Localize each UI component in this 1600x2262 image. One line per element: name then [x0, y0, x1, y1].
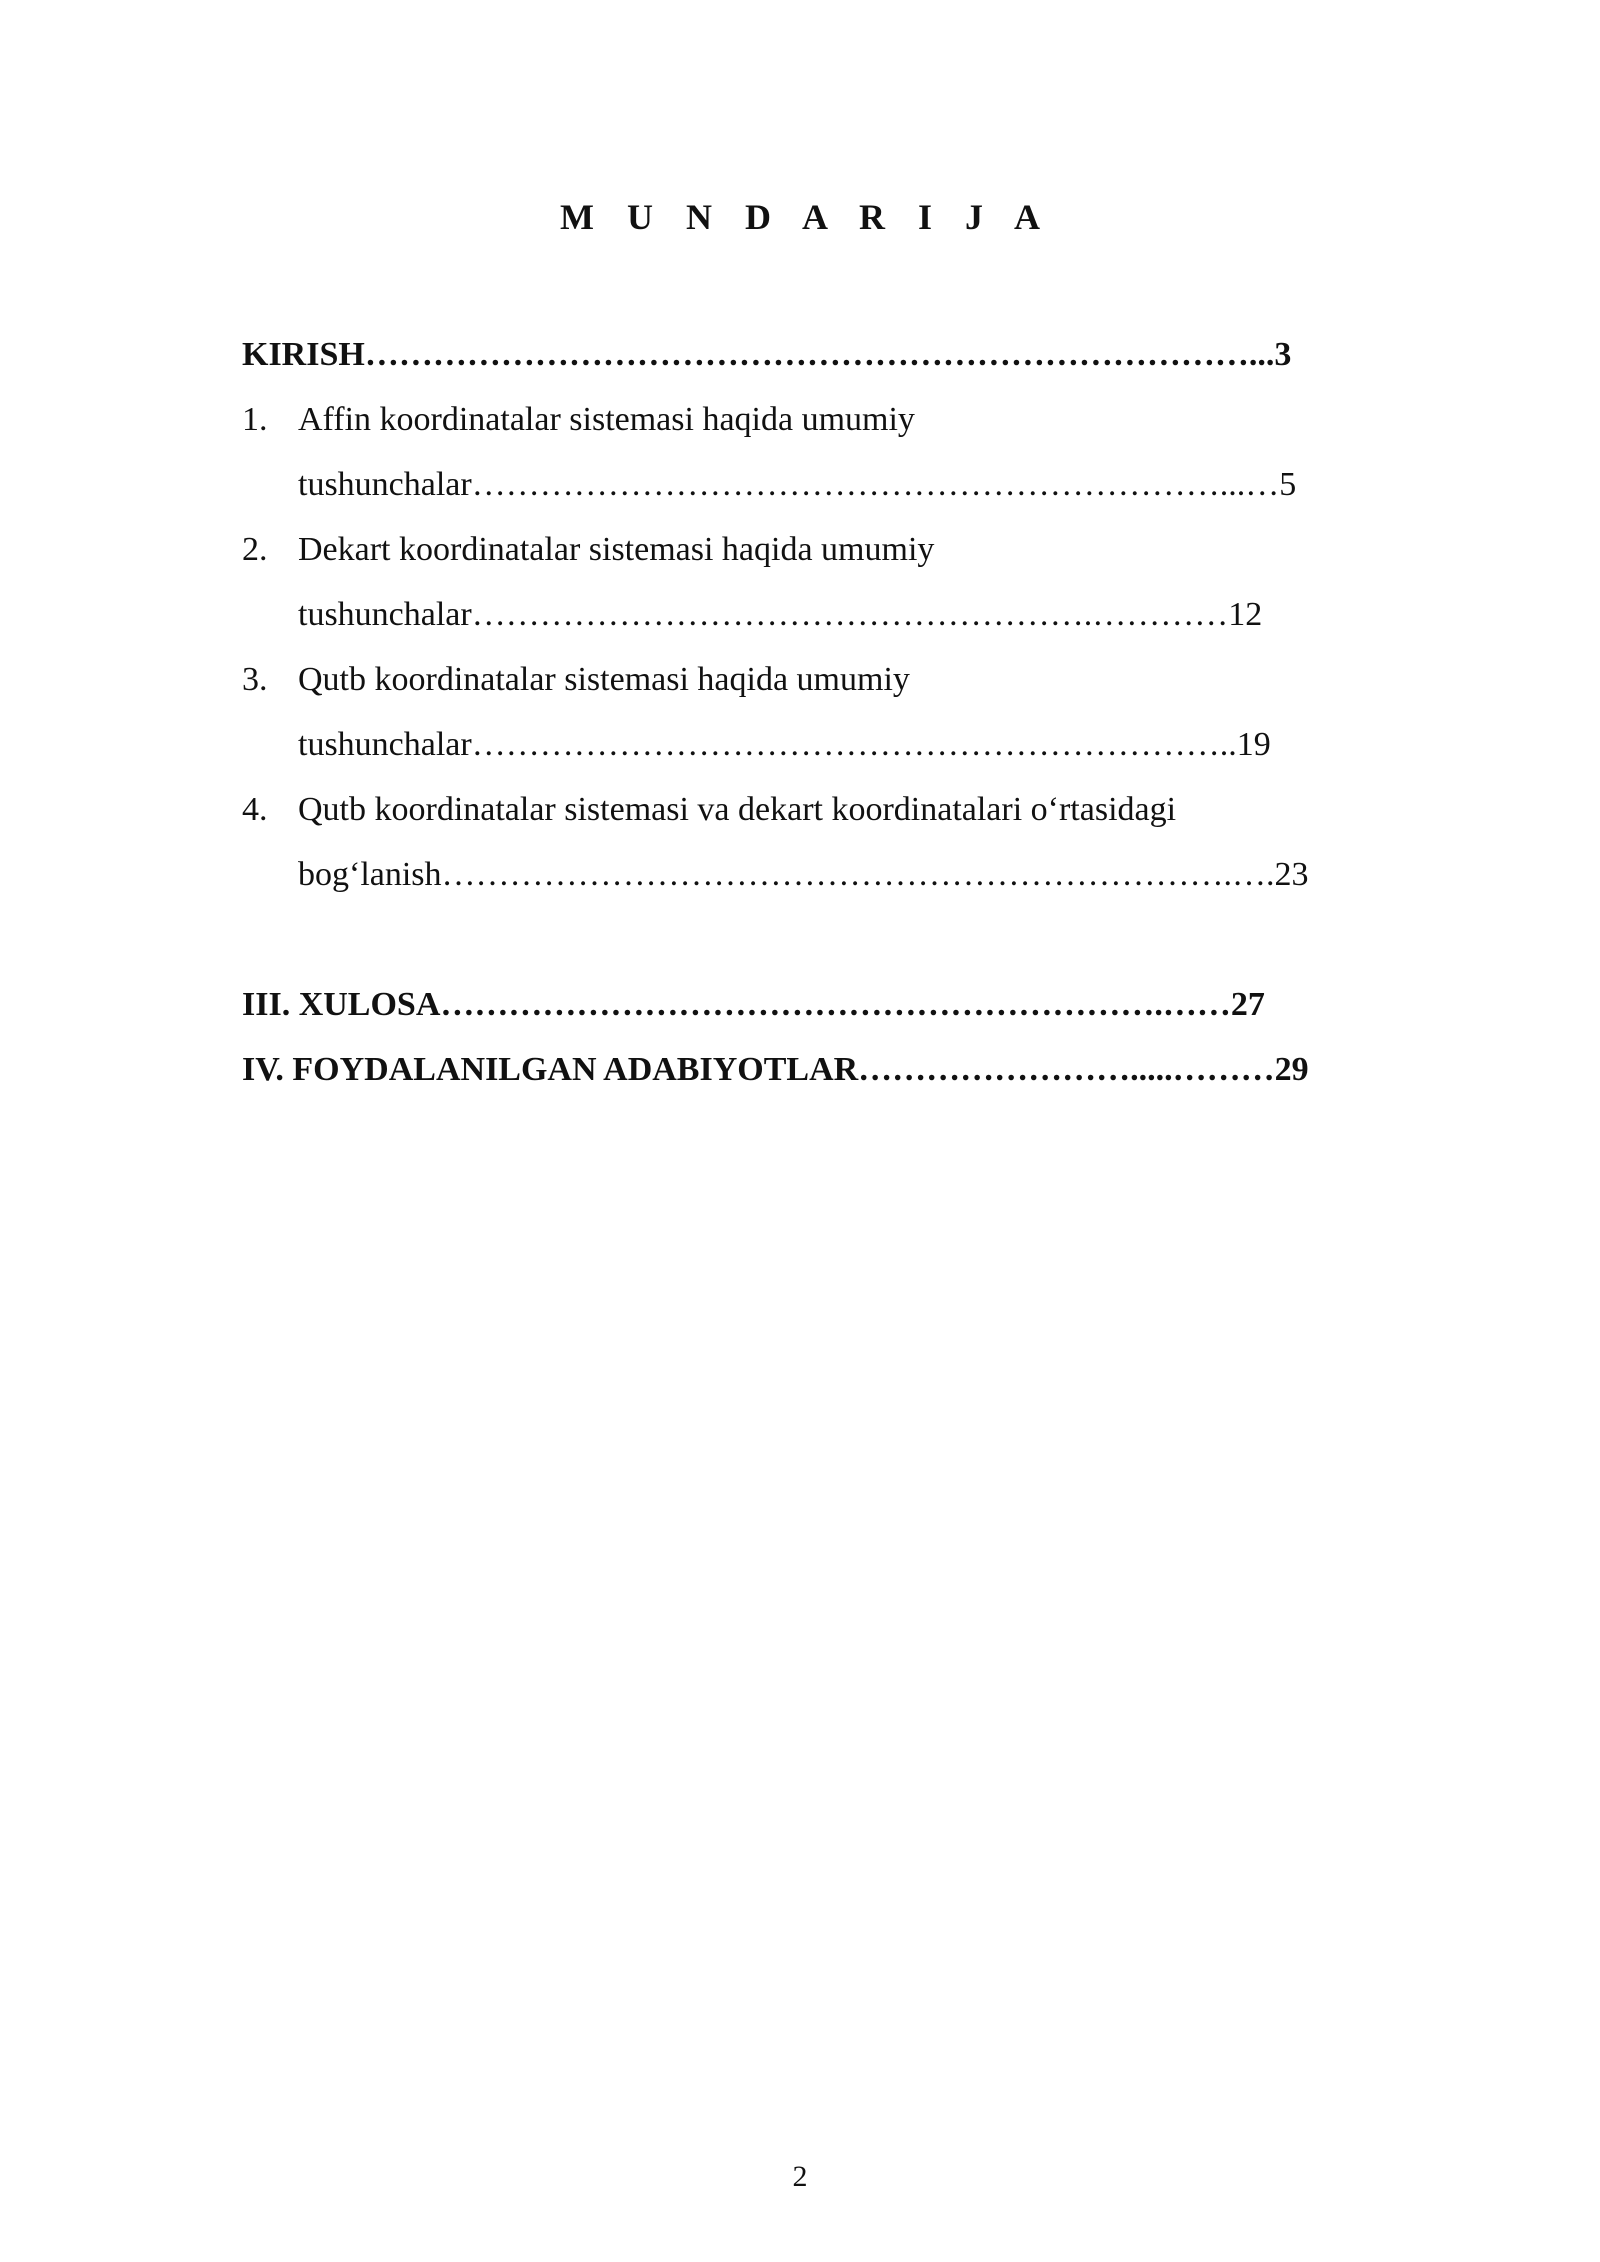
toc-entry-2-title: Dekart koordinatalar sistemasi haqida umumiy — [298, 531, 935, 568]
toc-entry-adabiyotlar: IV. FOYDALANILGAN ADABIYOTLAR…………………….....………29 — [242, 1051, 1309, 1088]
toc-entry-1 — [242, 387, 1420, 452]
table-of-contents — [242, 322, 1420, 1102]
toc-entry-4 — [242, 777, 1420, 842]
toc-entry-kirish: KIRISH……………………………………………………………………...3 — [242, 336, 1292, 373]
toc-entry-1-title: Affin koordinatalar sistemasi haqida umumiy — [298, 401, 915, 438]
toc-entry-3 — [242, 647, 1420, 712]
toc-entry-3-number: 3. — [242, 661, 268, 698]
toc-entry-xulosa: III. XULOSA……………………………………………………….……27 — [242, 986, 1265, 1023]
page-number: 2 — [792, 2160, 808, 2193]
page-title: M U N D A R I J A — [559, 197, 1053, 237]
toc-entry-4-number: 4. — [242, 791, 268, 828]
toc-entry-1-number: 1. — [242, 401, 268, 438]
toc-entry-1-continuation: tushunchalar…………………………………………………………...…5 — [298, 466, 1297, 503]
toc-entry-3-continuation: tushunchalar…………………………………………………………..19 — [298, 726, 1271, 763]
toc-entry-3-title: Qutb koordinatalar sistemasi haqida umumiy — [298, 661, 910, 698]
toc-entry-2-number: 2. — [242, 531, 268, 568]
toc-spacer — [242, 907, 1420, 972]
toc-entry-4-title: Qutb koordinatalar sistemasi va dekart koordinatalari o‘rtasidagi — [298, 791, 1177, 828]
toc-entry-4-continuation: bog‘lanish…………………………………………………………….….23 — [298, 856, 1309, 893]
toc-entry-2 — [242, 517, 1420, 582]
toc-entry-2-continuation: tushunchalar……………………………………………….…………12 — [298, 596, 1263, 633]
